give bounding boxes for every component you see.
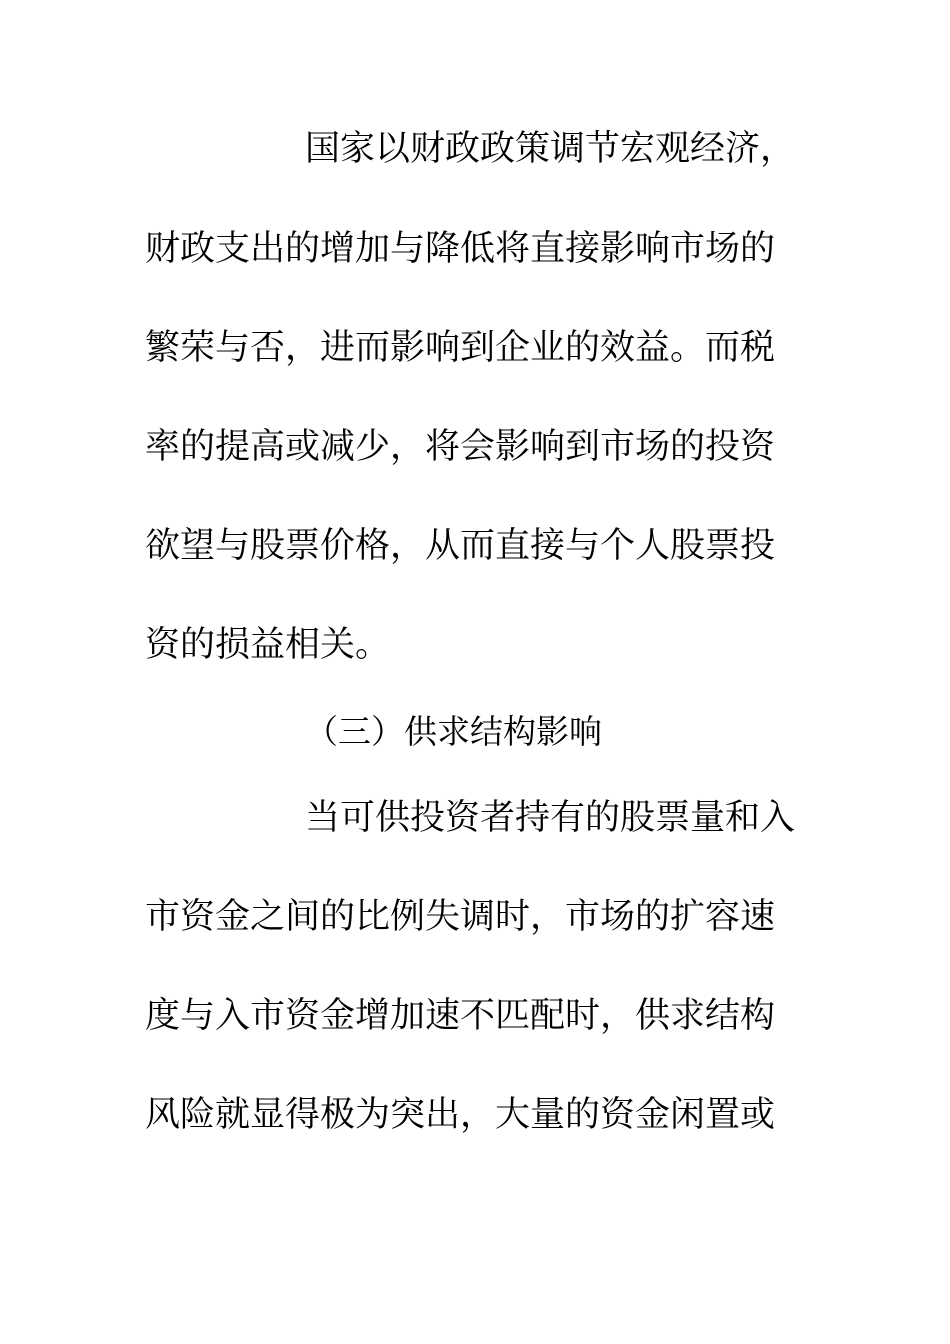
- paragraph-1-line-1: 国家以财政政策调节宏观经济，: [305, 129, 796, 169]
- paragraph-1-line-2: 财政支出的增加与降低将直接影响市场的: [145, 229, 776, 269]
- paragraph-1-line-6: 资的损益相关。: [145, 625, 391, 665]
- paragraph-1-line-3: 繁荣与否，进而影响到企业的效益。而税: [145, 328, 776, 368]
- paragraph-2-line-4: 风险就显得极为突出，大量的资金闲置或: [145, 1095, 776, 1135]
- paragraph-2-line-3: 度与入市资金增加速不匹配时，供求结构: [145, 996, 776, 1036]
- section-heading: （三）供求结构影响: [305, 712, 602, 751]
- paragraph-2-line-1: 当可供投资者持有的股票量和入: [305, 798, 796, 838]
- paragraph-2-line-2: 市资金之间的比例失调时，市场的扩容速: [145, 897, 776, 937]
- paragraph-1-line-4: 率的提高或减少，将会影响到市场的投资: [145, 427, 776, 467]
- paragraph-1-line-5: 欲望与股票价格，从而直接与个人股票投: [145, 526, 776, 566]
